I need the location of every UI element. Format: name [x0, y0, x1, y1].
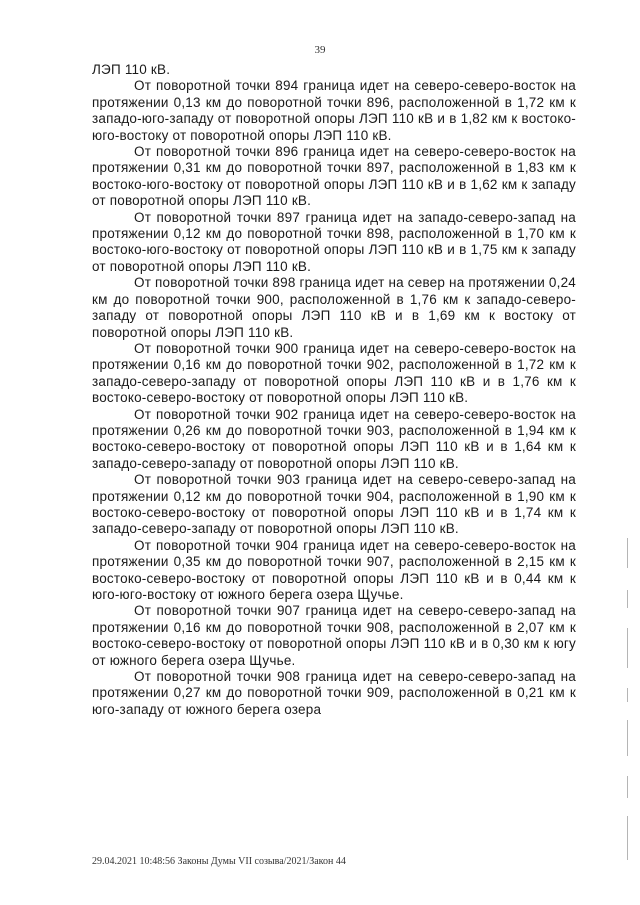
paragraph-point-897: От поворотной точки 897 граница идет на западо-северо-запад на протяжении 0,12 км до поворотной точки 898, расположенной в 1,70 км к востоко-юго-востоку от поворотной опоры ЛЭП 110 кВ и в 1,75 км к западу от поворотной опоры ЛЭП 110 кВ. — [92, 209, 576, 274]
paragraph-point-894: От поворотной точки 894 граница идет на северо-северо-восток на протяжении 0,13 км до поворотной точки 896, расположенной в 1,72 км к западо-юго-западу от поворотной опоры ЛЭП 110 кВ и в 1,82 км к востоко-юго-востоку от поворотной опоры ЛЭП 110 кВ. — [92, 78, 576, 143]
footer-stamp: 29.04.2021 10:48:56 Законы Думы VII созыва/2021/Закон 44 — [92, 856, 346, 867]
paragraph-point-903: От поворотной точки 903 граница идет на северо-северо-запад на протяжении 0,12 км до поворотной точки 904, расположенной в 1,90 км к востоко-северо-востоку от поворотной опоры ЛЭП 110 кВ и в 1,74 км к западо-северо-западу от поворотной опоры ЛЭП 110 кВ. — [92, 472, 576, 537]
paragraph-point-896: От поворотной точки 896 граница идет на северо-северо-восток на протяжении 0,31 км до поворотной точки 897, расположенной в 1,83 км к востоко-юго-востоку от поворотной опоры ЛЭП 110 кВ и в 1,62 км к западу от поворотной опоры ЛЭП 110 кВ. — [92, 144, 576, 209]
paragraph-point-900: От поворотной точки 900 граница идет на северо-северо-восток на протяжении 0,16 км до поворотной точки 902, расположенной в 1,72 км к западо-северо-западу от поворотной опоры ЛЭП 110 кВ и в 1,76 км к востоко-северо-востоку от поворотной опоры ЛЭП 110 кВ. — [92, 340, 576, 406]
page-number: 39 — [314, 44, 326, 56]
paragraph-point-902: От поворотной точки 902 граница идет на северо-северо-восток на протяжении 0,26 км до поворотной точки 903, расположенной в 1,94 км к востоко-северо-востоку от поворотной опоры ЛЭП 110 кВ и в 1,64 км к западо-северо-западу от поворотной опоры ЛЭП 110 кВ. — [92, 406, 576, 471]
document-body — [92, 62, 576, 718]
paragraph-point-904: От поворотной точки 904 граница идет на северо-северо-восток на протяжении 0,35 км до поворотной точки 907, расположенной в 2,15 км к востоко-северо-востоку от поворотной опоры ЛЭП 110 кВ и в 0,44 км к юго-юго-востоку от южного берега озера Щучье. — [92, 537, 576, 602]
paragraph-point-908: От поворотной точки 908 граница идет на северо-северо-запад на протяжении 0,27 км до поворотной точки 909, расположенной в 0,21 км к юго-западу от южного берега озера — [92, 669, 576, 717]
paragraph-point-898: От поворотной точки 898 граница идет на север на протяжении 0,24 км до поворотной точки 900, расположенной в 1,76 км к западо-северо-западу от поворотной опоры ЛЭП 110 кВ и в 1,69 км к востоку от поворотной опоры ЛЭП 110 кВ. — [92, 275, 576, 340]
paragraph-point-907: От поворотной точки 907 граница идет на северо-северо-запад на протяжении 0,16 км до поворотной точки 908, расположенной в 2,07 км к востоко-северо-востоку от поворотной опоры ЛЭП 110 кВ и в 0,30 км к югу от южного берега озера Щучье. — [92, 603, 576, 668]
margin-scan-marks — [626, 520, 630, 880]
paragraph-continuation: ЛЭП 110 кВ. — [92, 62, 171, 77]
